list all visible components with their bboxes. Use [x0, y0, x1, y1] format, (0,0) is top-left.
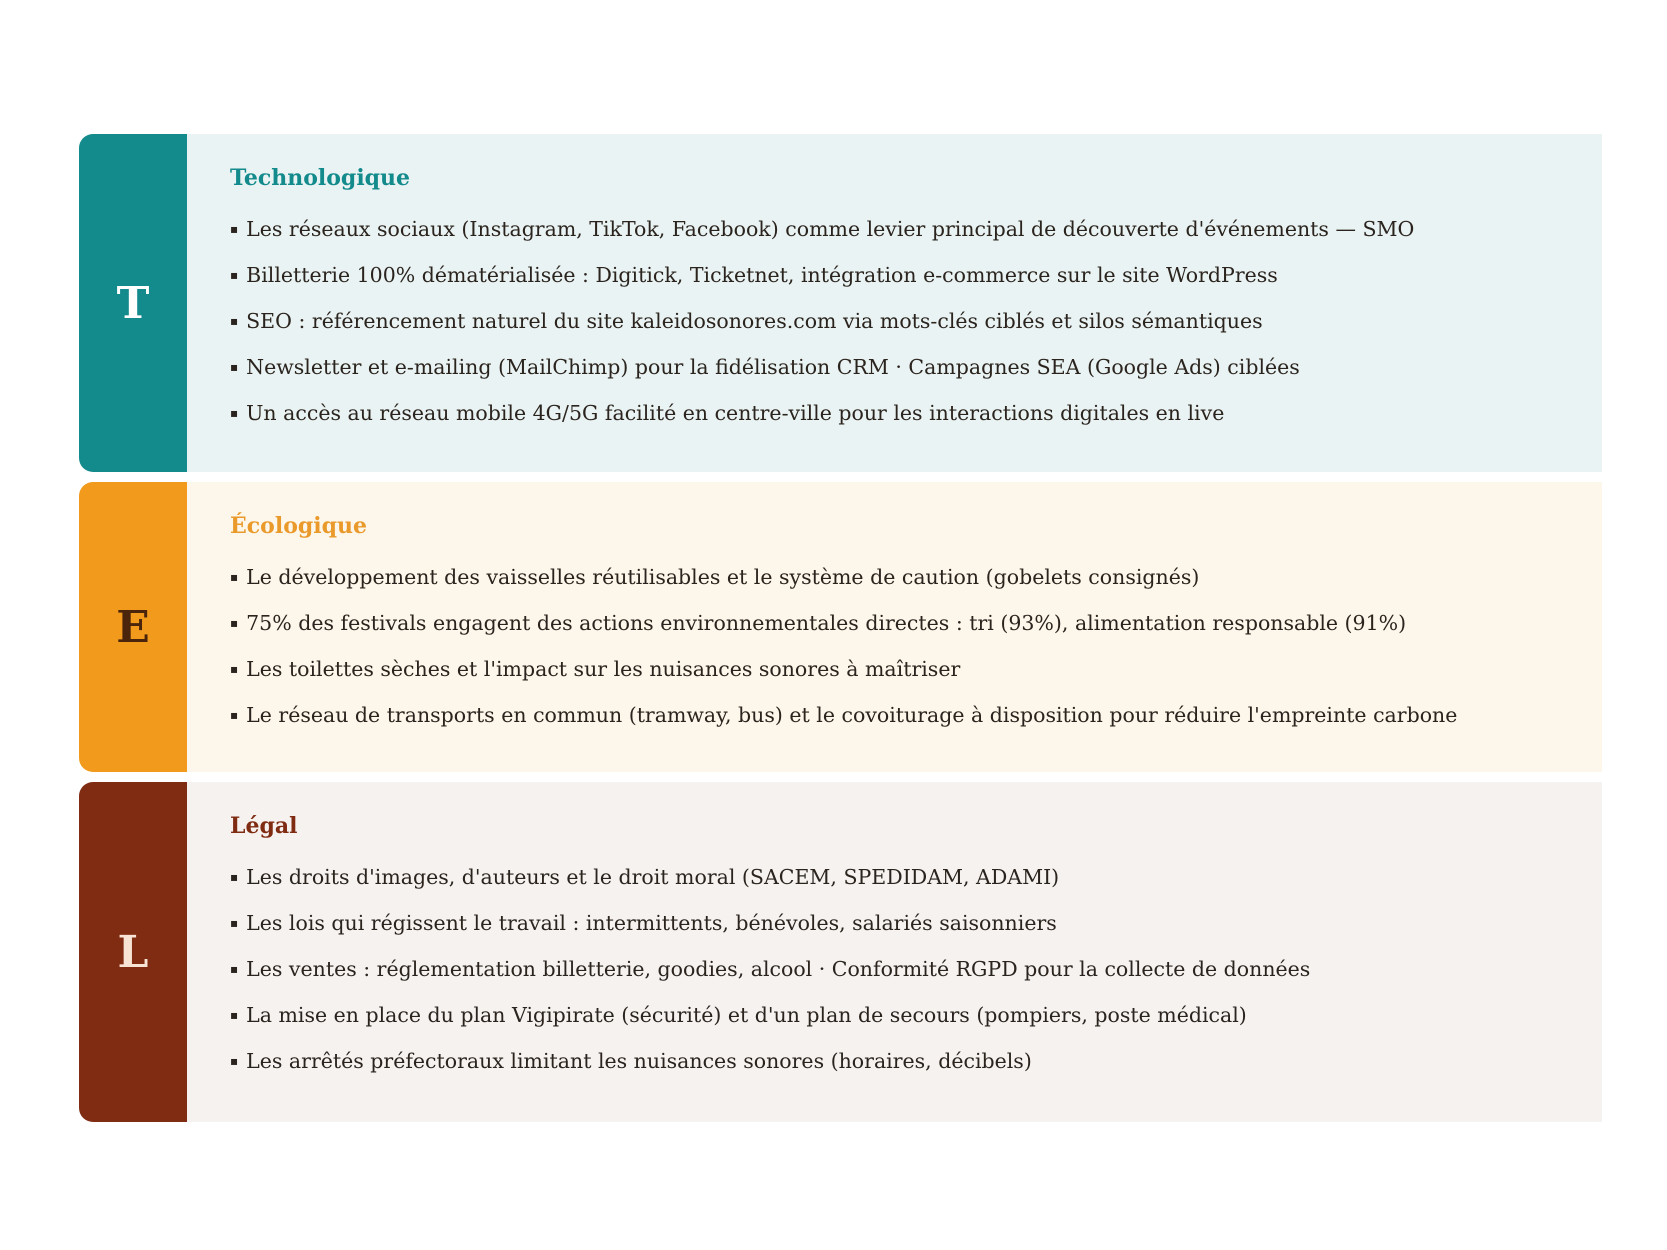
list-item: ▪ Les ventes : réglementation billetterie, goodies, alcool · Conformité RGPD pour la collecte de données: [230, 946, 1602, 992]
list-item: ▪ 75% des festivals engagent des actions environnementales directes : tri (93%), alimentation responsable (91%): [230, 600, 1602, 646]
list-item: ▪ Newsletter et e-mailing (MailChimp) pour la fidélisation CRM · Campagnes SEA (Google Ads) ciblées: [230, 344, 1602, 390]
list-item: ▪ Les droits d'images, d'auteurs et le droit moral (SACEM, SPEDIDAM, ADAMI): [230, 854, 1602, 900]
list-item: ▪ Les toilettes sèches et l'impact sur les nuisances sonores à maîtriser: [230, 646, 1602, 692]
panel-title: Légal: [230, 813, 298, 839]
pestel-panels: [79, 134, 1602, 1132]
panel-content: [187, 482, 1602, 772]
list-item: ▪ Un accès au réseau mobile 4G/5G facilité en centre-ville pour les interactions digitales en live: [230, 390, 1602, 436]
panel-technologique: [79, 134, 1602, 472]
letter-badge-l: [79, 782, 187, 1122]
letter-badge-t: [79, 134, 187, 472]
panel-content: [187, 134, 1602, 472]
list-item: ▪ Billetterie 100% dématérialisée : Digitick, Ticketnet, intégration e-commerce sur le site WordPress: [230, 252, 1602, 298]
list-item: ▪ SEO : référencement naturel du site kaleidosonores.com via mots-clés ciblés et silos sémantiques: [230, 298, 1602, 344]
list-item: ▪ La mise en place du plan Vigipirate (sécurité) et d'un plan de secours (pompiers, poste médical): [230, 992, 1602, 1038]
panel-legal: [79, 782, 1602, 1122]
list-item: ▪ Le développement des vaisselles réutilisables et le système de caution (gobelets consignés): [230, 554, 1602, 600]
panel-content: [187, 782, 1602, 1122]
bullet-list: [230, 554, 1602, 738]
bullet-list: [230, 206, 1602, 436]
panel-ecologique: [79, 482, 1602, 772]
panel-title: Écologique: [230, 513, 367, 539]
letter-t: T: [116, 277, 150, 329]
list-item: ▪ Les réseaux sociaux (Instagram, TikTok, Facebook) comme levier principal de découverte d'événements — SMO: [230, 206, 1602, 252]
letter-badge-e: [79, 482, 187, 772]
bullet-list: [230, 854, 1602, 1084]
list-item: ▪ Le réseau de transports en commun (tramway, bus) et le covoiturage à disposition pour réduire l'empreinte carbone: [230, 692, 1602, 738]
panel-title: Technologique: [230, 165, 411, 191]
letter-l: L: [117, 926, 149, 978]
letter-e: E: [116, 601, 150, 653]
list-item: ▪ Les lois qui régissent le travail : intermittents, bénévoles, salariés saisonniers: [230, 900, 1602, 946]
list-item: ▪ Les arrêtés préfectoraux limitant les nuisances sonores (horaires, décibels): [230, 1038, 1602, 1084]
